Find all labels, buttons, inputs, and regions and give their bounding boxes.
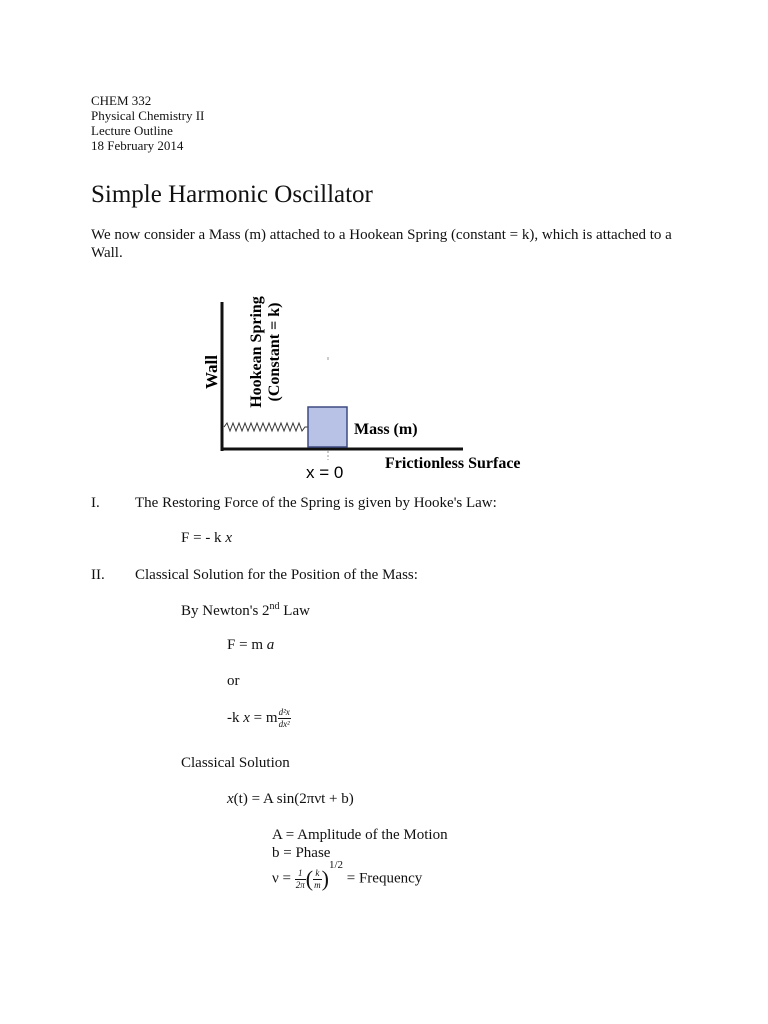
definition-phase (272, 845, 330, 862)
eq-rhs: - k (205, 530, 222, 546)
sol-arg: (t) (233, 791, 248, 807)
k-over-m (313, 868, 322, 891)
sol-eq: = (251, 791, 261, 807)
course-subject: Physical Chemistry II (91, 108, 205, 123)
def-nu-eq2: = (346, 870, 356, 887)
intro-line-1: We now consider a Mass (m) attached to a Hookean Spring (constant = k), which is attached to a (91, 227, 672, 243)
surface-label: Frictionless Surface (385, 455, 521, 472)
def-b-text: Phase (295, 845, 331, 861)
inner-num: k (313, 868, 322, 880)
origin-label: x = 0 (306, 463, 344, 482)
diff-eq: = (253, 709, 263, 726)
eq-var: x (225, 530, 232, 546)
spring-coil (224, 423, 308, 431)
exponent: 1/2 (328, 859, 343, 872)
section-2-heading: Classical Solution for the Position of the Mass: (135, 567, 418, 583)
fma-m: m (251, 637, 263, 653)
def-nu-eq: = (282, 870, 292, 887)
definition-amplitude (272, 827, 448, 844)
right-paren: ) (321, 866, 329, 891)
section-1-heading: The Restoring Force of the Spring is given by Hooke's Law: (135, 495, 497, 511)
eq-sign: = (193, 530, 202, 546)
frac-den: dx² (278, 719, 290, 729)
spring-label: Hookean Spring (248, 296, 265, 408)
left-paren: ( (305, 866, 314, 891)
equation-f-ma (227, 637, 274, 654)
wall-label: Wall (202, 354, 221, 390)
fma-lhs: F (227, 637, 236, 653)
newton-sup: nd (269, 601, 280, 612)
course-code: CHEM 332 (91, 93, 152, 108)
def-nu-text: Frequency (358, 870, 423, 887)
intro-line-2: Wall. (91, 245, 123, 261)
or-text: or (227, 673, 240, 689)
newton-heading (181, 601, 310, 620)
equation-differential (227, 707, 291, 730)
def-b-eq: = (283, 845, 292, 861)
diff-lhs: -k (227, 709, 240, 726)
sol-rhs: A sin(2πνt + b) (263, 791, 354, 807)
inner-den: m (314, 879, 321, 890)
eq-lhs: F (181, 530, 190, 546)
def-a-eq: = (285, 827, 295, 843)
mass-label: Mass (m) (354, 421, 418, 438)
def-nu-sym: ν (272, 870, 279, 887)
fma-eq: = (239, 637, 248, 653)
newton-text: By Newton's 2 (181, 603, 270, 619)
mass-block (308, 407, 347, 447)
freq-den: 2π (295, 879, 305, 890)
freq-num: 1 (295, 868, 306, 880)
classical-solution-heading: Classical Solution (181, 755, 290, 771)
definition-frequency (272, 859, 423, 892)
diff-m: m (265, 709, 278, 726)
def-b-sym: b (272, 845, 280, 861)
def-a-sym: A (272, 827, 283, 843)
page-title: Simple Harmonic Oscillator (91, 181, 373, 208)
fma-a: a (266, 637, 275, 653)
section-2-numeral: II. (91, 567, 105, 583)
def-a-text: Amplitude of the Motion (297, 827, 448, 843)
spring-constant-label: (Constant = k) (266, 302, 283, 402)
document-date: 18 February 2014 (91, 138, 184, 153)
diff-x: x (243, 709, 250, 726)
one-over-two-pi (295, 868, 306, 891)
solution-equation (227, 791, 354, 808)
newton-law: Law (283, 603, 310, 619)
second-derivative-fraction (278, 707, 291, 730)
frac-num: d²x (278, 707, 290, 717)
sol-x: x (227, 791, 234, 807)
hookes-law-equation (181, 530, 232, 547)
document-type: Lecture Outline (91, 123, 173, 138)
section-1-numeral: I. (91, 495, 100, 511)
spring-mass-diagram (195, 282, 555, 482)
